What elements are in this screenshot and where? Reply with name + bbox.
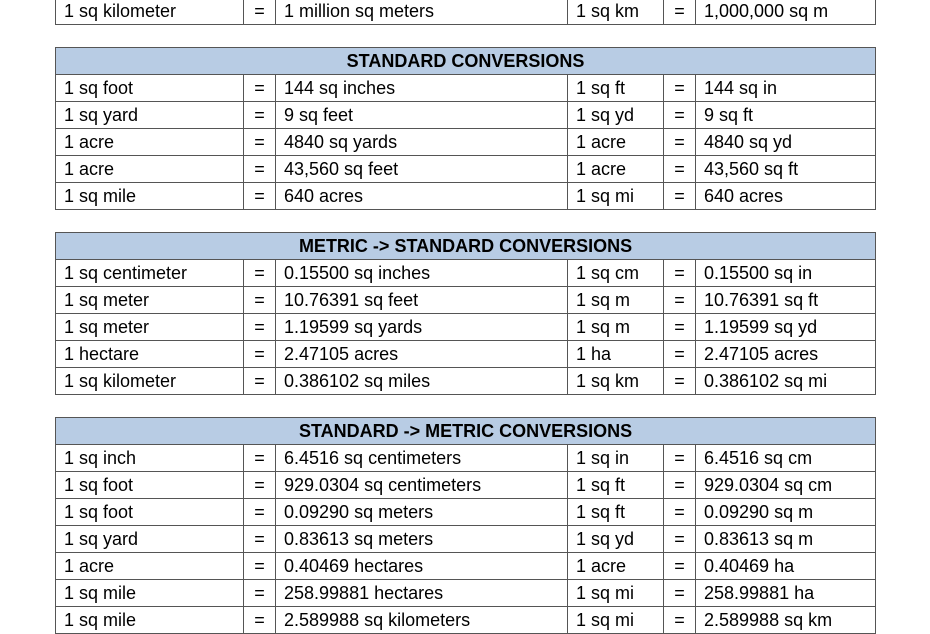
abbr-value-cell: 43,560 sq ft [696, 156, 876, 183]
unit-cell: 1 hectare [56, 341, 244, 368]
equals-cell: = [244, 287, 276, 314]
abbr-equals-cell: = [664, 314, 696, 341]
value-cell: 0.386102 sq miles [276, 368, 568, 395]
abbr-equals-cell: = [664, 129, 696, 156]
value-cell: 2.47105 acres [276, 341, 568, 368]
abbr-value-cell: 640 acres [696, 183, 876, 210]
unit-cell: 1 sq inch [56, 445, 244, 472]
abbr-unit-cell: 1 acre [568, 129, 664, 156]
abbr-equals-cell: = [664, 526, 696, 553]
abbr-unit-cell: 1 acre [568, 553, 664, 580]
equals-cell: = [244, 580, 276, 607]
value-cell: 929.0304 sq centimeters [276, 472, 568, 499]
abbr-value-cell: 1,000,000 sq m [696, 0, 876, 25]
abbr-equals-cell: = [664, 472, 696, 499]
abbr-equals-cell: = [664, 580, 696, 607]
table-row [56, 580, 876, 607]
abbr-equals-cell: = [664, 553, 696, 580]
value-cell: 0.40469 hectares [276, 553, 568, 580]
value-cell: 0.83613 sq meters [276, 526, 568, 553]
equals-cell: = [244, 472, 276, 499]
abbr-equals-cell: = [664, 156, 696, 183]
unit-cell: 1 acre [56, 553, 244, 580]
unit-cell: 1 sq mile [56, 607, 244, 634]
abbr-equals-cell: = [664, 260, 696, 287]
equals-cell: = [244, 0, 276, 25]
unit-cell: 1 sq foot [56, 472, 244, 499]
abbr-unit-cell: 1 sq ft [568, 75, 664, 102]
value-cell: 6.4516 sq centimeters [276, 445, 568, 472]
equals-cell: = [244, 341, 276, 368]
abbr-unit-cell: 1 sq m [568, 287, 664, 314]
unit-cell: 1 sq centimeter [56, 260, 244, 287]
section-title: STANDARD -> METRIC CONVERSIONS [56, 418, 876, 445]
unit-cell: 1 sq kilometer [56, 368, 244, 395]
abbr-equals-cell: = [664, 102, 696, 129]
abbr-unit-cell: 1 sq cm [568, 260, 664, 287]
abbr-value-cell: 6.4516 sq cm [696, 445, 876, 472]
abbr-value-cell: 10.76391 sq ft [696, 287, 876, 314]
standard-conversions-table [55, 47, 876, 210]
equals-cell: = [244, 260, 276, 287]
standard-to-metric-table [55, 417, 876, 634]
equals-cell: = [244, 553, 276, 580]
equals-cell: = [244, 156, 276, 183]
unit-cell: 1 sq meter [56, 314, 244, 341]
unit-cell: 1 sq foot [56, 499, 244, 526]
equals-cell: = [244, 445, 276, 472]
unit-cell: 1 sq meter [56, 287, 244, 314]
equals-cell: = [244, 499, 276, 526]
equals-cell: = [244, 314, 276, 341]
abbr-value-cell: 4840 sq yd [696, 129, 876, 156]
abbr-value-cell: 144 sq in [696, 75, 876, 102]
value-cell: 10.76391 sq feet [276, 287, 568, 314]
value-cell: 144 sq inches [276, 75, 568, 102]
equals-cell: = [244, 102, 276, 129]
value-cell: 43,560 sq feet [276, 156, 568, 183]
value-cell: 258.99881 hectares [276, 580, 568, 607]
value-cell: 2.589988 sq kilometers [276, 607, 568, 634]
table-row [56, 526, 876, 553]
equals-cell: = [244, 75, 276, 102]
value-cell: 9 sq feet [276, 102, 568, 129]
metric-to-standard-table [55, 232, 876, 395]
equals-cell: = [244, 607, 276, 634]
abbr-value-cell: 0.40469 ha [696, 553, 876, 580]
table-row [56, 445, 876, 472]
abbr-equals-cell: = [664, 368, 696, 395]
abbr-unit-cell: 1 sq ft [568, 472, 664, 499]
section-title: METRIC -> STANDARD CONVERSIONS [56, 233, 876, 260]
table-row [56, 102, 876, 129]
abbr-value-cell: 1.19599 sq yd [696, 314, 876, 341]
unit-cell: 1 sq mile [56, 183, 244, 210]
abbr-value-cell: 0.83613 sq m [696, 526, 876, 553]
equals-cell: = [244, 368, 276, 395]
unit-cell: 1 acre [56, 129, 244, 156]
top-conversion-table [55, 0, 876, 25]
table-row [56, 553, 876, 580]
equals-cell: = [244, 129, 276, 156]
abbr-unit-cell: 1 sq mi [568, 183, 664, 210]
abbr-equals-cell: = [664, 341, 696, 368]
value-cell: 0.09290 sq meters [276, 499, 568, 526]
unit-cell: 1 sq yard [56, 526, 244, 553]
abbr-equals-cell: = [664, 75, 696, 102]
abbr-unit-cell: 1 sq ft [568, 499, 664, 526]
abbr-unit-cell: 1 acre [568, 156, 664, 183]
abbr-equals-cell: = [664, 0, 696, 25]
abbr-value-cell: 2.589988 sq km [696, 607, 876, 634]
abbr-unit-cell: 1 sq yd [568, 526, 664, 553]
table-row [56, 368, 876, 395]
abbr-value-cell: 0.15500 sq in [696, 260, 876, 287]
value-cell: 0.15500 sq inches [276, 260, 568, 287]
abbr-value-cell: 2.47105 acres [696, 341, 876, 368]
table-row [56, 287, 876, 314]
table-row [56, 156, 876, 183]
abbr-equals-cell: = [664, 499, 696, 526]
unit-cell: 1 sq kilometer [56, 0, 244, 25]
table-row [56, 75, 876, 102]
abbr-value-cell: 0.386102 sq mi [696, 368, 876, 395]
abbr-unit-cell: 1 sq mi [568, 607, 664, 634]
table-row [56, 314, 876, 341]
abbr-value-cell: 929.0304 sq cm [696, 472, 876, 499]
table-row [56, 607, 876, 634]
abbr-equals-cell: = [664, 445, 696, 472]
abbr-equals-cell: = [664, 183, 696, 210]
table-row [56, 0, 876, 25]
unit-cell: 1 acre [56, 156, 244, 183]
abbr-unit-cell: 1 sq m [568, 314, 664, 341]
table-row [56, 499, 876, 526]
equals-cell: = [244, 183, 276, 210]
abbr-unit-cell: 1 ha [568, 341, 664, 368]
table-row [56, 183, 876, 210]
value-cell: 1 million sq meters [276, 0, 568, 25]
section-title: STANDARD CONVERSIONS [56, 48, 876, 75]
table-row [56, 472, 876, 499]
abbr-value-cell: 258.99881 ha [696, 580, 876, 607]
value-cell: 4840 sq yards [276, 129, 568, 156]
unit-cell: 1 sq foot [56, 75, 244, 102]
abbr-unit-cell: 1 sq in [568, 445, 664, 472]
table-row [56, 129, 876, 156]
abbr-value-cell: 9 sq ft [696, 102, 876, 129]
equals-cell: = [244, 526, 276, 553]
abbr-unit-cell: 1 sq km [568, 0, 664, 25]
abbr-equals-cell: = [664, 607, 696, 634]
table-row [56, 260, 876, 287]
abbr-unit-cell: 1 sq km [568, 368, 664, 395]
unit-cell: 1 sq mile [56, 580, 244, 607]
abbr-equals-cell: = [664, 287, 696, 314]
abbr-unit-cell: 1 sq yd [568, 102, 664, 129]
value-cell: 1.19599 sq yards [276, 314, 568, 341]
abbr-value-cell: 0.09290 sq m [696, 499, 876, 526]
value-cell: 640 acres [276, 183, 568, 210]
table-row [56, 341, 876, 368]
unit-cell: 1 sq yard [56, 102, 244, 129]
abbr-unit-cell: 1 sq mi [568, 580, 664, 607]
